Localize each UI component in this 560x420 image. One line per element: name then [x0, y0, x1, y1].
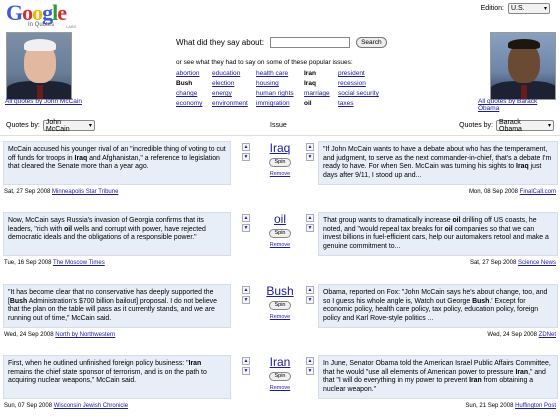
spin-button[interactable]: Spin — [269, 229, 290, 238]
obama-quote-text: In June, Senator Obama told the American Israel Public Affairs Committee, that he would "use all elements of American power to pressure Iran," and that "I will do everything in my power to prevent Iran from obtaining a nuclear weapon." — [323, 360, 551, 393]
issue-topic-link[interactable]: president — [338, 70, 365, 77]
logo-subtitle: In Quotes — [28, 22, 55, 28]
candidate-right-dropdown[interactable] — [496, 120, 554, 131]
edition-selector — [481, 3, 550, 14]
obama-quote-text: "If John McCain wants to have a debate about who has the temperament, and judgment, to serve as the next commander-in-chief, that's a debate I'm ready to have. For when Sen. McCain was turning his sights to Iraq just days after 9/11, I stood up and... — [323, 146, 552, 179]
arrow-down-icon[interactable]: ▼ — [307, 368, 313, 374]
issue-link[interactable]: Bush — [266, 284, 294, 298]
issue-topic-link[interactable]: taxes — [338, 100, 354, 107]
remove-link[interactable]: Remove — [269, 385, 291, 391]
mccain-quote-text: Now, McCain says Russia's invasion of Georgia confirms that its leaders, "rich with oil wells and corrupt with power, have rejected democratic ideals and the obligations of a responsible power." — [8, 217, 206, 242]
source-link[interactable]: Minneapolis Star Tribune — [52, 189, 119, 195]
quote-date: Sat, 27 Sep 2008 — [4, 189, 51, 195]
quote-date: Mon, 08 Sep 2008 — [468, 189, 518, 195]
obama-quote-card[interactable] — [318, 212, 558, 256]
obama-quote-text: Obama, reported on Fox: "John McCain says he's about change, too, and so I guess his whole angle is, Watch out George Bush.' Except for economic policy, health care policy, tax policy, education policy, foreign policy and Karl Rove-style politics ... — [323, 289, 548, 322]
quote-date: Sun, 07 Sep 2008 — [4, 403, 53, 409]
popular-issues-grid — [176, 69, 394, 108]
source-link[interactable]: Science News — [517, 260, 556, 266]
edition-value: U.S. — [511, 5, 525, 12]
source-link[interactable]: North by Northwestern — [55, 332, 116, 338]
remove-link[interactable]: Remove — [269, 242, 291, 248]
quotes-by-left — [6, 120, 95, 131]
quote-date: Sat, 27 Sep 2008 — [469, 260, 517, 266]
popular-issues-intro: or see what they had to say on some of these popular issues: — [176, 59, 353, 66]
mccain-quote-card[interactable] — [3, 141, 231, 185]
arrow-down-icon[interactable]: ▼ — [243, 297, 249, 303]
arrow-up-icon[interactable]: ▲ — [307, 287, 313, 293]
issue-topic-link[interactable]: oil — [304, 100, 312, 107]
issue-topic-link[interactable]: election — [212, 80, 235, 87]
issue-topic-link[interactable]: change — [176, 90, 198, 97]
candidate-left-dropdown[interactable] — [43, 120, 95, 131]
arrow-up-icon[interactable]: ▲ — [243, 358, 249, 364]
mccain-nav-arrows — [242, 214, 250, 232]
mccain-quote-source — [4, 260, 105, 266]
header-divider — [0, 135, 560, 136]
issue-topic-link[interactable]: health care — [256, 70, 289, 77]
issue-topic-link[interactable]: recession — [338, 80, 366, 87]
obama-nav-arrows — [306, 143, 314, 161]
portrait-tie — [521, 85, 527, 99]
arrow-down-icon[interactable]: ▼ — [307, 297, 313, 303]
source-link[interactable]: FinalCall.com — [519, 189, 556, 195]
issue-column — [254, 355, 306, 391]
arrow-up-icon[interactable]: ▲ — [307, 215, 313, 221]
candidate-left-value: John McCain — [45, 118, 70, 133]
chevron-down-icon: ▾ — [88, 123, 92, 129]
all-quotes-mccain-link[interactable]: All quotes by John McCain — [5, 98, 82, 105]
arrow-up-icon[interactable]: ▲ — [243, 287, 249, 293]
portrait-hair — [508, 39, 540, 49]
portrait-face — [508, 43, 540, 83]
source-link[interactable]: The Moscow Times — [53, 260, 105, 266]
mccain-portrait — [6, 32, 72, 100]
arrow-up-icon[interactable]: ▲ — [307, 144, 313, 150]
issue-column — [254, 212, 306, 248]
issue-topic-link[interactable]: Iran — [304, 70, 316, 77]
obama-quote-source — [469, 189, 556, 195]
logo-labs: LABS — [66, 24, 77, 29]
obama-quote-source — [465, 403, 556, 409]
mccain-nav-arrows — [242, 286, 250, 304]
obama-quote-source — [487, 332, 556, 338]
mccain-quote-source — [4, 332, 115, 338]
remove-link[interactable]: Remove — [269, 314, 291, 320]
mccain-nav-arrows — [242, 357, 250, 375]
search-prompt: What did they say about: — [176, 38, 265, 47]
search-button[interactable]: Search — [356, 37, 387, 48]
google-logo[interactable] — [6, 2, 86, 32]
issue-topic-link[interactable]: abortion — [176, 70, 200, 77]
issue-topic-link[interactable]: social security — [338, 90, 379, 97]
logo-wordmark: Google — [6, 0, 67, 25]
candidate-right-value: Barack Obama — [499, 118, 522, 133]
issue-topic-link[interactable]: energy — [212, 90, 232, 97]
chevron-down-icon: ▾ — [543, 6, 547, 12]
issue-topic-link[interactable]: housing — [256, 80, 279, 87]
issue-link[interactable]: Iraq — [269, 141, 291, 155]
source-link[interactable]: Huffington Post — [515, 403, 556, 409]
edition-dropdown[interactable] — [508, 3, 550, 14]
arrow-down-icon[interactable]: ▼ — [243, 368, 249, 374]
issue-topic-link[interactable]: environment — [212, 100, 248, 107]
obama-nav-arrows — [306, 357, 314, 375]
issue-topic-link[interactable]: marriage — [304, 90, 330, 97]
obama-quote-card[interactable] — [318, 141, 558, 185]
column-headers — [0, 120, 560, 133]
issue-topic-link[interactable]: immigration — [256, 100, 290, 107]
edition-label: Edition: — [480, 5, 504, 12]
quote-date: Wed, 24 Sep 2008 — [4, 332, 54, 338]
issue-link[interactable]: oil — [273, 212, 286, 226]
portrait-tie — [37, 85, 43, 99]
search-input[interactable] — [270, 37, 350, 48]
issue-topic-link[interactable]: Bush — [176, 80, 193, 87]
remove-link[interactable]: Remove — [269, 171, 291, 177]
issue-topic-link[interactable]: human rights — [256, 90, 294, 97]
arrow-up-icon[interactable]: ▲ — [243, 144, 249, 150]
quotes-by-right — [459, 120, 554, 131]
obama-nav-arrows — [306, 214, 314, 232]
issue-column — [254, 141, 306, 177]
arrow-up-icon[interactable]: ▲ — [243, 215, 249, 221]
issue-topic-link[interactable]: Iraq — [304, 80, 316, 87]
portrait-hair — [24, 39, 56, 51]
obama-portrait — [490, 32, 556, 100]
mccain-quote-card[interactable] — [3, 284, 231, 328]
mccain-quote-source — [4, 189, 118, 195]
quote-date: Sun, 21 Sep 2008 — [465, 403, 514, 409]
mccain-nav-arrows — [242, 143, 250, 161]
quotes-by-label: Quotes by: — [459, 122, 493, 129]
mccain-quote-text: First, when he outlined unfinished foreign policy business: "Iran remains the chief state sponsor of terrorism, and is on the path to acquiring nuclear weapons," McCain said. — [8, 360, 207, 385]
source-link[interactable]: ZDNet — [538, 332, 556, 338]
mccain-quote-text: "It has become clear that no conservative has deeply supported the [Bush Administration's $700 billion bailout] proposal. I do not believe that the plan on the table will pass as it currently stands, and we are running out of time," McCain said. — [8, 289, 217, 322]
arrow-down-icon[interactable]: ▼ — [307, 154, 313, 160]
quote-date: Tue, 16 Sep 2008 — [4, 260, 52, 266]
all-quotes-obama-link[interactable]: All quotes by Barack Obama — [478, 98, 538, 112]
search-bar — [176, 37, 387, 48]
mccain-quote-card[interactable] — [3, 212, 231, 256]
spin-button[interactable]: Spin — [269, 301, 290, 310]
issue-header: Issue — [270, 122, 287, 129]
obama-quote-source — [470, 260, 556, 266]
obama-quote-text: That group wants to dramatically increase oil drilling off US coasts, he noted, and "would repeal tax breaks for oil companies so that we can invest billions in fuel-efficient cars, help our automakers retool and make a genuine commitment to... — [323, 217, 549, 250]
spin-button[interactable]: Spin — [269, 372, 290, 381]
chevron-down-icon: ▾ — [547, 123, 551, 129]
mccain-quote-source — [4, 403, 128, 409]
issue-topic-link[interactable]: education — [212, 70, 241, 77]
obama-quote-card[interactable] — [318, 284, 558, 328]
issue-column — [254, 284, 306, 320]
obama-quote-card[interactable] — [318, 355, 558, 399]
issue-link[interactable]: Iran — [269, 355, 291, 369]
quotes-by-label: Quotes by: — [6, 122, 40, 129]
arrow-down-icon[interactable]: ▼ — [243, 154, 249, 160]
spin-button[interactable]: Spin — [269, 158, 290, 167]
arrow-down-icon[interactable]: ▼ — [307, 225, 313, 231]
issue-topic-link[interactable]: economy — [176, 100, 203, 107]
mccain-quote-card[interactable] — [3, 355, 231, 399]
source-link[interactable]: Wisconsin Jewish Chronicle — [53, 403, 129, 409]
obama-nav-arrows — [306, 286, 314, 304]
arrow-up-icon[interactable]: ▲ — [307, 358, 313, 364]
arrow-down-icon[interactable]: ▼ — [243, 225, 249, 231]
quote-date: Wed, 24 Sep 2008 — [487, 332, 537, 338]
mccain-quote-text: McCain accused his younger rival of an "incredible thing of voting to cut off funds for troops in Iraq and Afghanistan," a reference to legislation that cleared the Senate more than a year ago. — [8, 146, 226, 171]
